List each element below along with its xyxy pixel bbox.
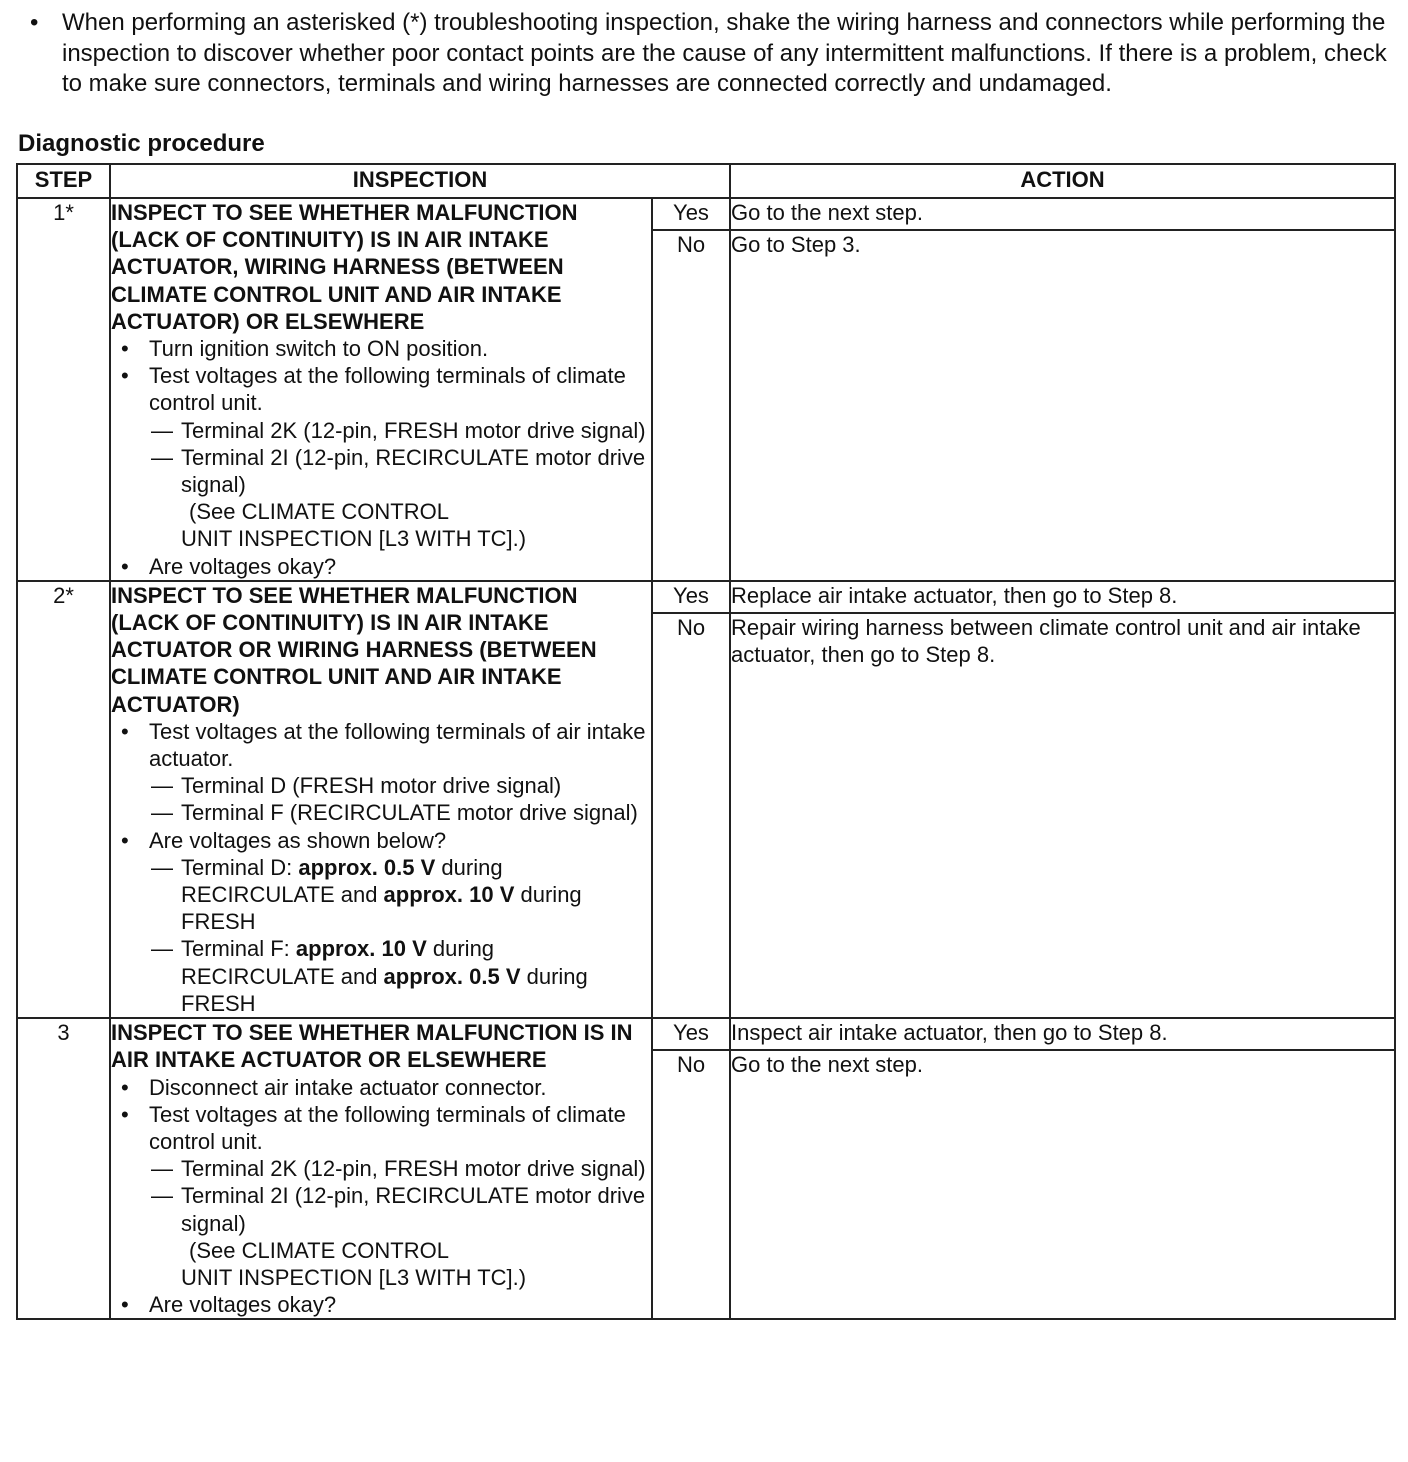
sub-item [111, 444, 651, 498]
sub-item-text [181, 936, 588, 1015]
list-item-text: Turn ignition switch to ON position. [149, 336, 489, 362]
list-item-text: Test voltages at the following terminals of climate control unit. [149, 363, 626, 416]
inspection-cell [110, 198, 652, 581]
dash-mark: — [151, 444, 173, 470]
voltage-value: approx. 0.5 V [383, 963, 521, 989]
intro-text: When performing an asterisked (*) troubleshooting inspection, shake the wiring harness and connectors while performing the inspection to discover whether poor contact points are the cause of any intermittent malfunctions. If there is a problem, check to make sure connectors, terminals and wiring harnesses are connected correctly and undamaged. [62, 9, 1387, 97]
list-item-text: Test voltages at the following terminals of climate control unit. [149, 1101, 626, 1154]
inspection-cell [110, 1018, 652, 1319]
reference-note [111, 1237, 651, 1291]
sub-item [111, 417, 651, 444]
reference-line: UNIT INSPECTION [L3 WITH TC].) [181, 1264, 527, 1290]
list-item-text: Disconnect air intake actuator connector. [149, 1074, 547, 1100]
list-item-text: Are voltages okay? [149, 553, 337, 579]
condition-text: during FRESH [181, 882, 582, 935]
dash-mark: — [151, 800, 173, 826]
list-item [111, 718, 651, 772]
sub-item-text: Terminal 2K (12-pin, FRESH motor drive signal) [181, 1156, 646, 1182]
bullet-mark: • [121, 1101, 129, 1127]
bullet-mark: • [121, 827, 129, 853]
table-row [17, 198, 1395, 230]
sub-item-text: Terminal F (RECIRCULATE motor drive signal) [181, 800, 638, 826]
bullet-mark: • [121, 1074, 129, 1100]
sub-item [111, 799, 651, 826]
list-item [111, 362, 651, 416]
table-header-row [17, 164, 1395, 198]
reference-line: (See CLIMATE CONTROL [189, 499, 449, 525]
sub-item-text: Terminal 2I (12-pin, RECIRCULATE motor drive signal) [181, 444, 646, 498]
condition-text: during RECIRCULATE and [181, 854, 503, 908]
dash-mark: — [151, 1183, 173, 1209]
step-number: 3 [17, 1018, 110, 1319]
sub-item [111, 854, 651, 936]
step-number: 1* [17, 198, 110, 581]
sub-item-text: Terminal 2K (12-pin, FRESH motor drive signal) [181, 417, 646, 443]
sub-item [111, 1182, 651, 1236]
dash-mark: — [151, 854, 173, 880]
no-action: Repair wiring harness between climate control unit and air intake actuator, then go to Step 8. [730, 613, 1395, 1018]
sub-item-text: Terminal D (FRESH motor drive signal) [181, 773, 562, 799]
voltage-value: approx. 10 V [383, 882, 515, 908]
list-item [111, 827, 651, 854]
bullet-mark: • [121, 718, 129, 744]
bullet-mark: • [121, 336, 129, 362]
intro-bullet: • [30, 9, 39, 36]
voltage-value: approx. 0.5 V [298, 854, 436, 880]
yes-label: Yes [652, 198, 730, 230]
reference-line: (See CLIMATE CONTROL [189, 1237, 449, 1263]
sub-item-text [181, 855, 582, 934]
list-item [111, 1291, 651, 1318]
reference-note [111, 498, 651, 552]
procedure-title: Diagnostic procedure [18, 130, 265, 157]
list-item [111, 1074, 651, 1101]
sub-item [111, 1155, 651, 1182]
header-inspection: INSPECTION [110, 164, 730, 198]
bullet-mark: • [121, 363, 129, 389]
yes-action: Replace air intake actuator, then go to Step 8. [730, 581, 1395, 613]
inspection-heading: INSPECT TO SEE WHETHER MALFUNCTION IS IN AIR INTAKE ACTUATOR OR ELSEWHERE [111, 1020, 633, 1073]
dash-mark: — [151, 773, 173, 799]
intro-note [30, 8, 1390, 100]
step-number: 2* [17, 581, 110, 1018]
yes-action: Go to the next step. [730, 198, 1395, 230]
yes-label: Yes [652, 581, 730, 613]
diagnostic-table [16, 163, 1396, 1320]
terminal-label: Terminal D: [181, 854, 299, 880]
sub-item-text: Terminal 2I (12-pin, RECIRCULATE motor drive signal) [181, 1183, 646, 1236]
no-action: Go to the next step. [730, 1050, 1395, 1319]
table-row [17, 1018, 1395, 1050]
dash-mark: — [151, 936, 173, 962]
bullet-mark: • [121, 553, 129, 579]
sub-item [111, 772, 651, 799]
condition-text: during FRESH [181, 963, 588, 1016]
list-item [111, 553, 651, 580]
dash-mark: — [151, 417, 173, 443]
no-label: No [652, 1050, 730, 1319]
sub-item [111, 935, 651, 1017]
inspection-heading: INSPECT TO SEE WHETHER MALFUNCTION (LACK OF CONTINUITY) IS IN AIR INTAKE ACTUATOR, WIRING HARNESS (BETWEEN CLIMATE CONTROL UNIT AND AIR INTAKE ACTUATOR) OR ELSEWHERE [111, 200, 578, 334]
bullet-mark: • [121, 1292, 129, 1318]
voltage-value: approx. 10 V [295, 936, 427, 962]
no-label: No [652, 230, 730, 581]
no-action: Go to Step 3. [730, 230, 1395, 581]
no-label: No [652, 613, 730, 1018]
inspection-heading: INSPECT TO SEE WHETHER MALFUNCTION (LACK OF CONTINUITY) IS IN AIR INTAKE ACTUATOR OR WIRING HARNESS (BETWEEN CLIMATE CONTROL UNIT AND AIR INTAKE ACTUATOR) [111, 582, 597, 717]
yes-action: Inspect air intake actuator, then go to Step 8. [730, 1018, 1395, 1050]
dash-mark: — [151, 1156, 173, 1182]
list-item-text: Test voltages at the following terminals of air intake actuator. [149, 718, 646, 772]
table-row [17, 581, 1395, 613]
list-item [111, 335, 651, 362]
reference-line: UNIT INSPECTION [L3 WITH TC].) [181, 526, 527, 552]
inspection-cell [110, 581, 652, 1018]
header-step: STEP [17, 164, 110, 198]
list-item-text: Are voltages as shown below? [149, 827, 447, 853]
terminal-label: Terminal F: [181, 936, 296, 962]
header-action: ACTION [730, 164, 1395, 198]
condition-text: during RECIRCULATE and [181, 936, 495, 989]
list-item-text: Are voltages okay? [149, 1292, 337, 1318]
yes-label: Yes [652, 1018, 730, 1050]
list-item [111, 1101, 651, 1155]
